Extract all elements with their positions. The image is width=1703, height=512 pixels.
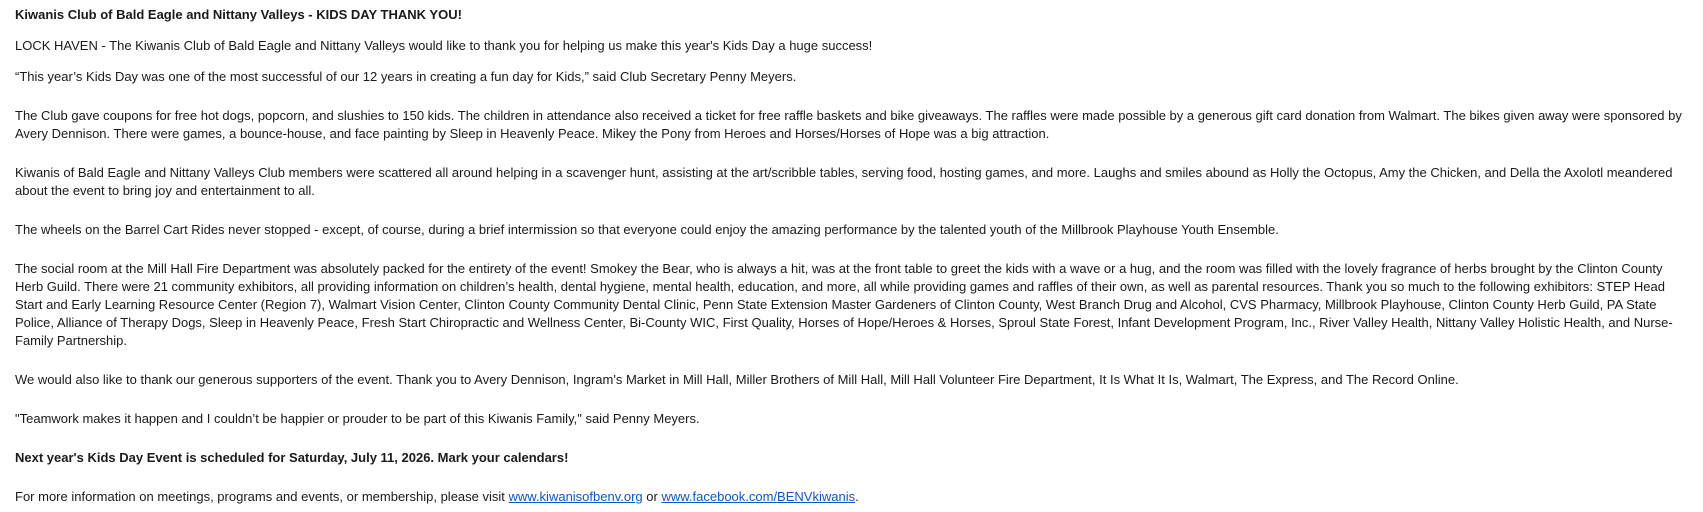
facebook-page-link[interactable]: www.facebook.com/BENVkiwanis [661,489,856,504]
paragraph-supporters: We would also like to thank our generous supporters of the event. Thank you to Avery Dennison, Ingram's Market in Mill Hall, Miller Brothers of Mill Hall, Mill Hall Volunteer Fire Department, It Is What It Is, Walmart, The Express, and The Record Online. [15,372,1459,387]
paragraph-coupons: The Club gave coupons for free hot dogs, popcorn, and slushies to 150 kids. The children in attendance also received a ticket for free raffle baskets and bike giveaways. The raffles were made possible by a generous gift card donation from Walmart. The bikes given away were sponsored by Avery Dennison. There were games, a bounce-house, and face painting by Sleep in Heavenly Peace. Mikey the Pony from Heroes and Horses/Horses of Hope was a big attraction. [15,108,1682,141]
document-title: Kiwanis Club of Bald Eagle and Nittany Valleys - KIDS DAY THANK YOU! [15,7,462,22]
paragraph-next-event: Next year's Kids Day Event is scheduled for Saturday, July 11, 2026. Mark your calendars! [15,450,569,465]
more-info-period: . [855,489,859,504]
paragraph-teamwork-quote: "Teamwork makes it happen and I couldn’t be happier or prouder to be part of this Kiwanis Family," said Penny Meyers. [15,411,700,426]
paragraph-more-info [15,488,1688,506]
paragraph-quote: “This year’s Kids Day was one of the most successful of our 12 years in creating a fun day for Kids,” said Club Secretary Penny Meyers. [15,69,797,84]
paragraph-social-room: The social room at the Mill Hall Fire Department was absolutely packed for the entirety of the event! Smokey the Bear, who is always a hit, was at the front table to greet the kids with a wave or a hug, and the room was filled with the lovely fragrance of herbs brought by the Clinton County Herb Guild. There were 21 community exhibitors, all providing information on children’s health, dental hygiene, mental health, education, and more, all while providing games and raffles of their own, as well as parental resources. Thank you so much to the following exhibitors: STEP Head Start and Early Learning Resource Center (Region 7), Walmart Vision Center, Clinton County Community Dental Clinic, Penn State Extension Master Gardeners of Clinton County, West Branch Drug and Alcohol, CVS Pharmacy, Millbrook Playhouse, Clinton County Herb Guild, PA State Police, Alliance of Therapy Dogs, Sleep in Heavenly Peace, Fresh Start Chiropractic and Wellness Center, Bi-County WIC, First Quality, Horses of Hope/Heroes & Horses, Sproul State Forest, Infant Development Program, Inc., River Valley Health, Nittany Valley Holistic Health, and Nurse-Family Partnership. [15,261,1673,348]
kiwanis-website-link[interactable]: www.kiwanisofbenv.org [508,489,643,504]
paragraph-barrel-cart: The wheels on the Barrel Cart Rides never stopped - except, of course, during a brief intermission so that everyone could enjoy the amazing performance by the talented youth of the Millbrook Playhouse Youth Ensemble. [15,222,1279,237]
more-info-text: For more information on meetings, programs and events, or membership, please visit [15,489,509,504]
paragraph-intro: LOCK HAVEN - The Kiwanis Club of Bald Eagle and Nittany Valleys would like to thank you for helping us make this year's Kids Day a huge success! [15,38,873,53]
more-info-or: or [642,489,662,504]
paragraph-members: Kiwanis of Bald Eagle and Nittany Valleys Club members were scattered all around helping in a scavenger hunt, assisting at the art/scribble tables, serving food, hosting games, and more. Laughs and smiles abound as Holly the Octopus, Amy the Chicken, and Della the Axolotl meandered about the event to bring joy and entertainment to all. [15,165,1673,198]
